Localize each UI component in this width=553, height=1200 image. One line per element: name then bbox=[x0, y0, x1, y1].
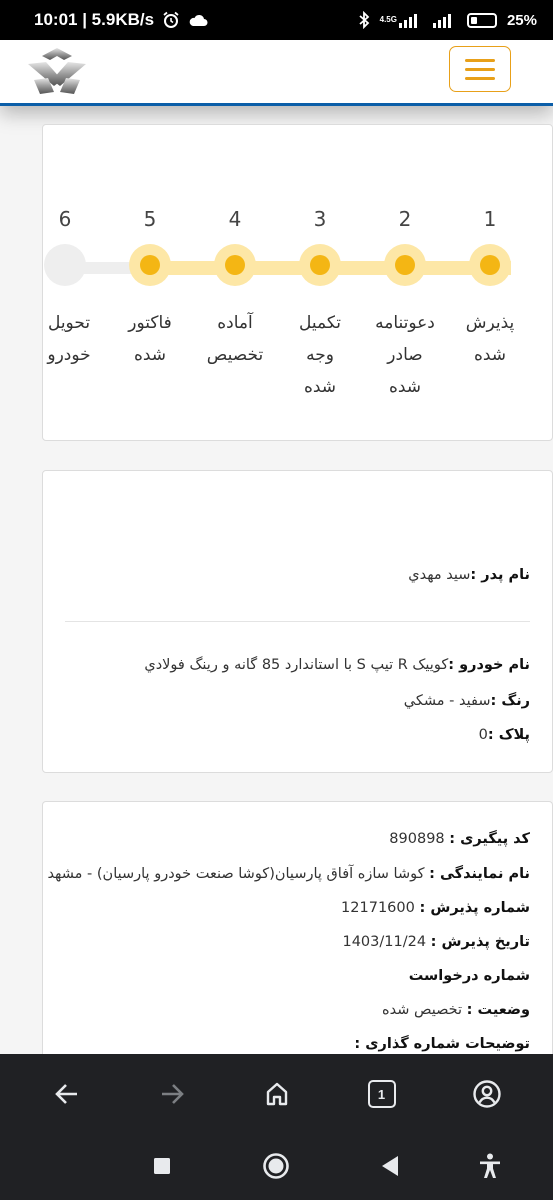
step-5-label-line1: فاکتور bbox=[128, 313, 172, 333]
step-3-label bbox=[277, 307, 363, 403]
progress-stepper-card bbox=[42, 124, 553, 441]
plate-value: 0 bbox=[478, 727, 488, 743]
agency-label: نام نمایندگی : bbox=[429, 866, 530, 882]
cloud-icon bbox=[188, 13, 208, 27]
site-header bbox=[0, 40, 553, 106]
step-4-label bbox=[192, 307, 278, 371]
status-time: 10:01 | 5.9KB/s bbox=[34, 10, 155, 29]
step-1-number: 1 bbox=[483, 207, 497, 231]
step-2-dot bbox=[384, 244, 426, 286]
car-name-label: نام خودرو : bbox=[448, 657, 530, 673]
reception-date-row bbox=[342, 934, 530, 950]
step-4-number: 4 bbox=[228, 207, 242, 231]
tabs-icon[interactable] bbox=[352, 1064, 412, 1124]
agency-value: کوشا سازه آفاق پارسیان(کوشا صنعت خودرو پارسیان) - مشهد bbox=[47, 866, 425, 882]
status-row bbox=[382, 1002, 530, 1018]
status-value: تخصیص شده bbox=[381, 1002, 463, 1018]
plate-description-label: توضیحات شماره گذاری : bbox=[354, 1036, 530, 1052]
back-arrow-icon[interactable] bbox=[37, 1064, 97, 1124]
step-3-number: 3 bbox=[313, 207, 327, 231]
request-number-label: شماره درخواست bbox=[408, 968, 530, 984]
step-2-label-line3: شده bbox=[388, 377, 422, 397]
tracking-code-value: 890898 bbox=[389, 831, 445, 847]
plate-row bbox=[479, 727, 530, 743]
step-6-label-line2: خودرو bbox=[47, 345, 91, 365]
step-6-number: 6 bbox=[58, 207, 72, 231]
step-2-label-line1: دعوتنامه bbox=[375, 313, 435, 333]
father-name-row bbox=[408, 567, 530, 583]
tracking-code-label: کد پیگیری : bbox=[449, 831, 530, 847]
signal2-icon bbox=[433, 12, 457, 28]
step-3-label-line1: تکمیل bbox=[299, 313, 341, 333]
network-type: 4.5G bbox=[379, 15, 397, 24]
step-1-label-line1: پذیرش bbox=[465, 313, 515, 333]
reception-date-label: تاریخ پذیرش : bbox=[430, 934, 530, 950]
step-5-label-line2: شده bbox=[133, 345, 167, 365]
home-icon[interactable] bbox=[247, 1064, 307, 1124]
saipa-logo-icon[interactable] bbox=[24, 46, 90, 100]
home-circle-icon[interactable] bbox=[256, 1146, 296, 1186]
step-6-dot bbox=[44, 244, 86, 286]
alarm-icon bbox=[162, 11, 180, 29]
step-3-dot bbox=[299, 244, 341, 286]
step-6-label bbox=[33, 307, 105, 371]
battery-percent: 25% bbox=[506, 11, 537, 29]
bluetooth-icon bbox=[358, 11, 370, 29]
car-color-value: سفید - مشکي bbox=[403, 693, 491, 709]
step-5-number: 5 bbox=[143, 207, 157, 231]
step-1-dot-inner bbox=[480, 255, 500, 275]
step-5-dot bbox=[129, 244, 171, 286]
step-4-label-line2: تخصیص bbox=[206, 345, 264, 365]
step-6-label-line1: تحویل bbox=[47, 313, 91, 333]
step-5-dot-inner bbox=[140, 255, 160, 275]
plate-label: پلاک : bbox=[487, 727, 530, 743]
step-1-label-line2: شده bbox=[473, 345, 507, 365]
step-2-number: 2 bbox=[398, 207, 412, 231]
step-3-label-line3: شده bbox=[303, 377, 337, 397]
step-5-label bbox=[107, 307, 193, 371]
step-3-label-line2: وجه bbox=[306, 345, 334, 365]
divider bbox=[65, 621, 530, 622]
account-icon[interactable] bbox=[457, 1064, 517, 1124]
back-triangle-icon[interactable] bbox=[370, 1146, 410, 1186]
step-4-dot bbox=[214, 244, 256, 286]
father-name-value: سید مهدي bbox=[408, 567, 471, 583]
step-1-label bbox=[447, 307, 533, 371]
request-number-row bbox=[409, 968, 530, 984]
accessibility-icon[interactable] bbox=[470, 1146, 510, 1186]
forward-arrow-icon[interactable] bbox=[142, 1064, 202, 1124]
reception-number-value: 12171600 bbox=[341, 900, 415, 916]
reception-number-label: شماره پذیرش : bbox=[419, 900, 530, 916]
tab-count: 1 bbox=[368, 1080, 396, 1108]
car-name-value: کوییک R تیپ S با استاندارد 85 گانه و رینگ فولادي bbox=[144, 657, 449, 673]
hamburger-line bbox=[465, 68, 495, 71]
android-nav-bar bbox=[0, 1134, 553, 1200]
tracking-code-row bbox=[389, 831, 530, 847]
step-3-dot-inner bbox=[310, 255, 330, 275]
order-info-card bbox=[42, 801, 553, 1061]
step-2-label-line2: صادر bbox=[387, 345, 423, 365]
status-label: وضعیت : bbox=[466, 1002, 530, 1018]
status-bar bbox=[0, 0, 553, 40]
step-2-dot-inner bbox=[395, 255, 415, 275]
vehicle-info-card bbox=[42, 470, 553, 773]
father-name-label: نام پدر : bbox=[470, 567, 530, 583]
step-1-dot bbox=[469, 244, 511, 286]
hamburger-menu-button[interactable] bbox=[449, 46, 511, 92]
agency-row bbox=[47, 866, 530, 882]
reception-number-row bbox=[341, 900, 530, 916]
hamburger-line bbox=[465, 59, 495, 62]
reception-date-value: 1403/11/24 bbox=[342, 934, 427, 950]
signal-icon bbox=[380, 12, 423, 28]
battery-icon bbox=[467, 13, 497, 28]
step-4-label-line1: آماده bbox=[217, 313, 253, 333]
car-color-row bbox=[404, 693, 530, 709]
step-4-dot-inner bbox=[225, 255, 245, 275]
browser-nav-bar bbox=[0, 1054, 553, 1134]
plate-description-row bbox=[354, 1036, 530, 1052]
car-name-row bbox=[144, 657, 530, 673]
recent-apps-icon[interactable] bbox=[142, 1146, 182, 1186]
hamburger-line bbox=[465, 77, 495, 80]
car-color-label: رنگ : bbox=[490, 693, 530, 709]
step-2-label bbox=[362, 307, 448, 403]
